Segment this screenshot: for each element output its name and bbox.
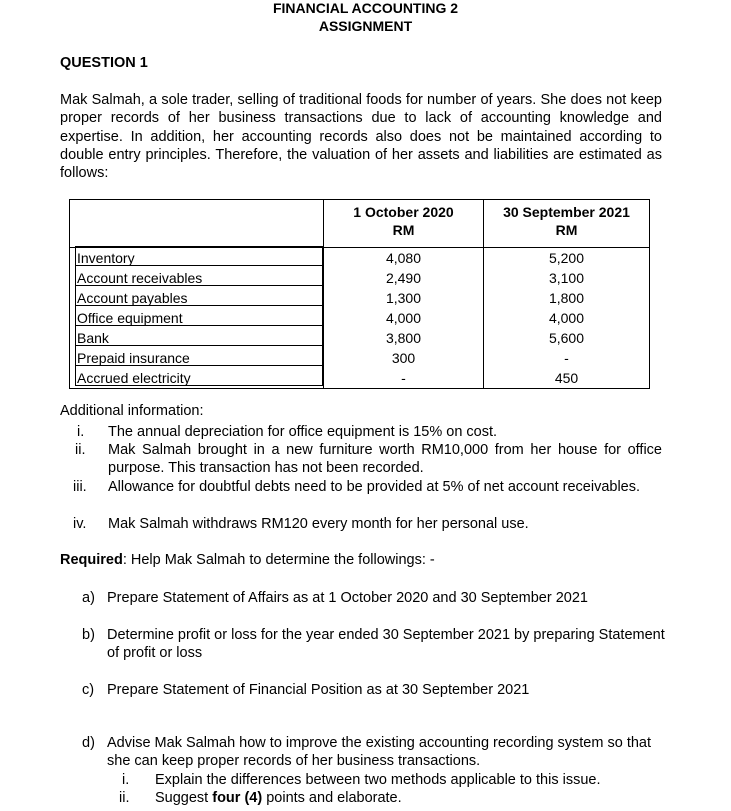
item-text: Allowance for doubtful debts need to be provided at 5% of net account receivables. — [108, 479, 641, 495]
header-oct-2020-date: 1 October 2020 — [353, 204, 454, 220]
question-label: QUESTION 1 — [60, 55, 148, 71]
part-text: Prepare Statement of Financial Position as at 30 September 2021 — [107, 682, 530, 698]
item-text: Mak Salmah brought in a new furniture worth RM10,000 from her house for office purpose. This transaction has not been recorded. — [108, 442, 662, 476]
table-cell-value: 4,000 — [548, 310, 585, 326]
item-number: ii. — [75, 442, 86, 458]
item-number: iv. — [73, 516, 87, 532]
sub-item-pre: Suggest — [155, 790, 213, 806]
table-cell-value: 2,490 — [385, 270, 422, 286]
sub-item-text: Explain the differences between two methods applicable to this issue. — [155, 772, 601, 788]
table-row-label: Account payables — [77, 290, 188, 306]
sub-item-number: ii. — [119, 790, 130, 806]
part-text: Prepare Statement of Affairs as at 1 October 2020 and 30 September 2021 — [107, 590, 588, 606]
document-title: FINANCIAL ACCOUNTING 2 — [272, 0, 459, 16]
oct-2020-column — [324, 248, 484, 389]
table-cell-value: 3,100 — [548, 270, 585, 286]
required-label: Required — [60, 552, 123, 568]
table-body-row — [70, 248, 650, 389]
document-subtitle: ASSIGNMENT — [318, 18, 413, 34]
header-oct-2020-unit: RM — [392, 222, 415, 238]
question-intro: Mak Salmah, a sole trader, selling of traditional foods for number of years. She does not keep proper records of her business transactions due to lack of accounting knowledge and expertise. In addition, her accounting records also does not be maintained according to double entry principles. Therefore, the valuation of her assets and liabilities are estimated as follows: — [60, 92, 662, 182]
header-sep-2021-date: 30 September 2021 — [503, 204, 630, 220]
part-text: Determine profit or loss for the year ended 30 September 2021 by preparing Statement of profit or loss — [107, 627, 665, 661]
sub-item-bold: four (4) — [212, 790, 263, 806]
sub-item-text — [155, 789, 665, 807]
sub-item-post: points and elaborate. — [262, 790, 402, 806]
table-cell-value: 5,600 — [548, 330, 585, 346]
header-blank-cell — [70, 200, 324, 248]
table-row-label: Inventory — [77, 250, 135, 266]
table-row-label: Bank — [77, 330, 109, 346]
asset-liability-table — [69, 199, 650, 389]
table-row-label: Account receivables — [77, 270, 203, 286]
item-number: iii. — [73, 479, 87, 495]
sep-2021-column — [484, 248, 650, 389]
header-sep-2021-unit: RM — [555, 222, 578, 238]
table-cell-value: - — [564, 350, 569, 366]
sub-item-number: i. — [122, 772, 130, 788]
item-number: i. — [77, 424, 85, 440]
item-text: Mak Salmah withdraws RM120 every month for her personal use. — [108, 516, 529, 532]
table-row-label: Accrued electricity — [77, 370, 191, 386]
table-cell-value: 3,800 — [385, 330, 422, 346]
table-cell-value: 300 — [391, 350, 416, 366]
part-letter: a) — [82, 590, 95, 606]
part-letter: b) — [82, 627, 95, 643]
table-cell-value: 4,080 — [385, 250, 422, 266]
part-letter: c) — [82, 682, 95, 698]
part-text: Advise Mak Salmah how to improve the existing accounting recording system so that she can keep proper records of her business transactions. — [107, 735, 652, 769]
table-row-label: Office equipment — [77, 310, 183, 326]
additional-info-heading: Additional information: — [60, 403, 204, 419]
table-header-row — [70, 200, 650, 248]
required-line — [60, 552, 435, 568]
table-cell-value: - — [401, 370, 406, 386]
table-cell-value: 5,200 — [548, 250, 585, 266]
table-cell-value: 1,300 — [385, 290, 422, 306]
header-sep-2021 — [484, 200, 650, 248]
table-cell-value: 1,800 — [548, 290, 585, 306]
item-text: The annual depreciation for office equipment is 15% on cost. — [108, 424, 498, 440]
table-cell-value: 450 — [554, 370, 579, 386]
label-column — [70, 248, 324, 389]
part-letter: d) — [82, 735, 95, 751]
table-cell-value: 4,000 — [385, 310, 422, 326]
required-text: : Help Mak Salmah to determine the followings: - — [122, 552, 435, 568]
table-row-label: Prepaid insurance — [77, 350, 190, 366]
header-oct-2020 — [324, 200, 484, 248]
